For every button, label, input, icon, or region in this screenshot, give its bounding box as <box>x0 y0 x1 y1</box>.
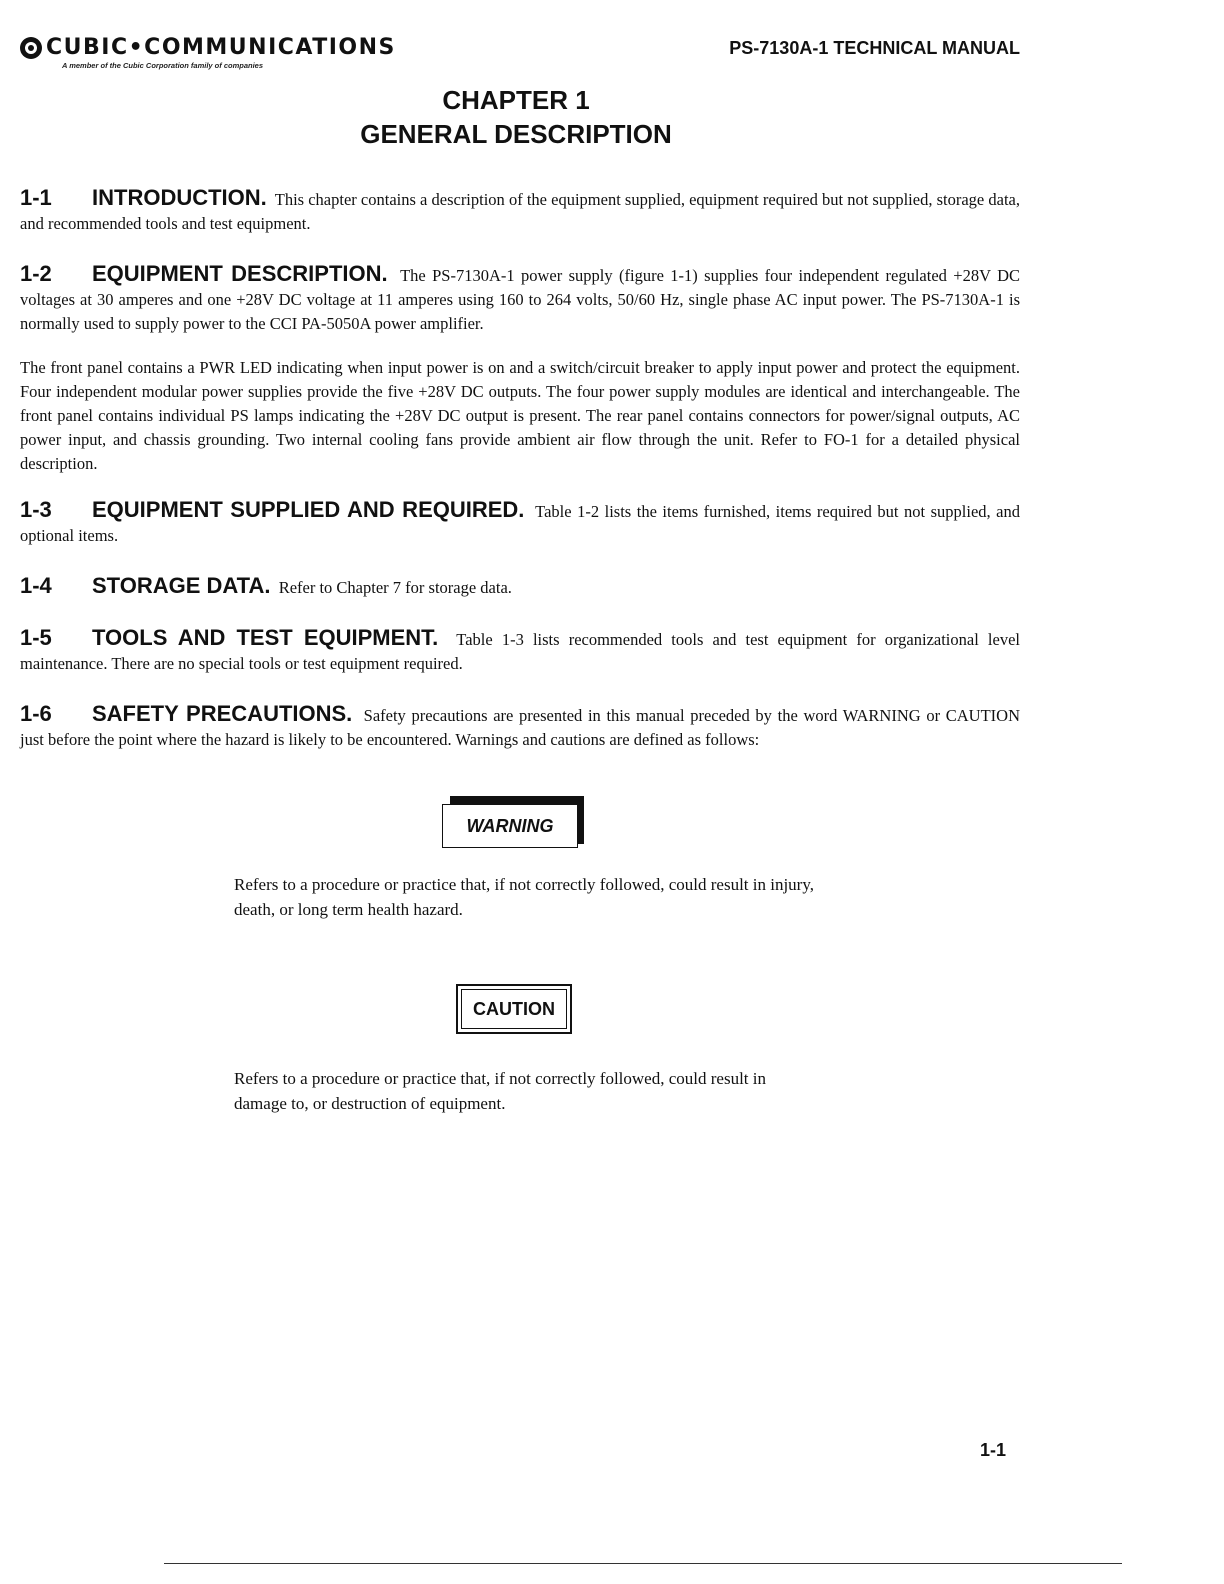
section-text: Table 1-3 lists recommended tools and test equipment for organizational level maintenance. There are no special tools or test equipment required. <box>20 630 1020 673</box>
section-title: SAFETY PRECAUTIONS. <box>92 701 353 726</box>
section-introduction <box>20 186 1020 236</box>
warning-label: WARNING <box>442 804 578 848</box>
section-tools-test-equipment <box>20 626 1020 676</box>
warning-definition: Refers to a procedure or practice that, if not correctly followed, could result in injury, death, or long term health hazard. <box>234 875 814 919</box>
chapter-title: GENERAL DESCRIPTION <box>360 119 672 149</box>
section-storage-data <box>20 574 1020 600</box>
company-name: CUBIC•COMMUNICATIONS <box>46 35 396 60</box>
caution-badge <box>456 984 572 1034</box>
company-tagline: A member of the Cubic Corporation family of companies <box>62 61 263 70</box>
section-number: 1-4 <box>20 573 52 598</box>
section-text: This chapter contains a description of the equipment supplied, equipment required but not supplied, storage data, and recommended tools and test equipment. <box>20 190 1020 233</box>
section-number: 1-3 <box>20 497 52 522</box>
section-title: EQUIPMENT DESCRIPTION. <box>92 261 388 286</box>
caution-label: CAUTION <box>461 989 567 1029</box>
manual-title: PS-7130A-1 TECHNICAL MANUAL <box>729 38 1020 58</box>
section-number: 1-5 <box>20 625 52 650</box>
page-number: 1-1 <box>980 1440 1007 1460</box>
section-number: 1-6 <box>20 701 52 726</box>
section-equipment-description <box>20 262 1020 336</box>
section-title: STORAGE DATA. <box>92 573 271 598</box>
section-title: TOOLS AND TEST EQUIPMENT. <box>92 625 439 650</box>
section-text: Table 1-2 lists the items furnished, items required but not supplied, and optional items. <box>20 502 1021 545</box>
cubic-emblem-icon <box>20 37 42 59</box>
section-text: The PS-7130A-1 power supply (figure 1-1) supplies four independent regulated +28V DC voltages at 30 amperes and one +28V DC voltage at 11 amperes using 160 to 264 volts, 50/60 Hz, single phase AC input power. The PS-7130A-1 is normally used to supply power to the CCI PA-5050A power amplifier. <box>20 266 1021 333</box>
section-title: EQUIPMENT SUPPLIED AND REQUIRED. <box>92 497 525 522</box>
section-number: 1-2 <box>20 261 52 286</box>
section-safety-precautions <box>20 702 1020 752</box>
page-header <box>20 36 1020 80</box>
chapter-number: CHAPTER 1 <box>442 85 590 115</box>
section-text: Refer to Chapter 7 for storage data. <box>278 578 512 597</box>
company-logo <box>20 36 396 70</box>
section-number: 1-1 <box>20 185 52 210</box>
warning-badge <box>442 796 582 850</box>
caution-definition: Refers to a procedure or practice that, if not correctly followed, could result in damage to, or destruction of equipment. <box>234 1069 766 1113</box>
footer-rule <box>164 1563 1122 1564</box>
section-text: Safety precautions are presented in this manual preceded by the word WARNING or CAUTION just before the point where the hazard is likely to be encountered. Warnings and cautions are defined as follows: <box>20 706 1020 749</box>
section-title: INTRODUCTION. <box>92 185 267 210</box>
equipment-description-paragraph: The front panel contains a PWR LED indicating when input power is on and a switch/circuit breaker to apply input power and protect the equipment. Four independent modular power supplies provide the five +28V DC outputs. The four power supply modules are identical and interchangeable. The front panel contains individual PS lamps indicating the +28V DC output is present. The rear panel contains connectors for power/signal outputs, AC power input, and chassis grounding. Two internal cooling fans provide ambient air flow through the unit. Refer to FO-1 for a detailed physical description. <box>20 358 1020 473</box>
section-equipment-supplied <box>20 498 1020 548</box>
